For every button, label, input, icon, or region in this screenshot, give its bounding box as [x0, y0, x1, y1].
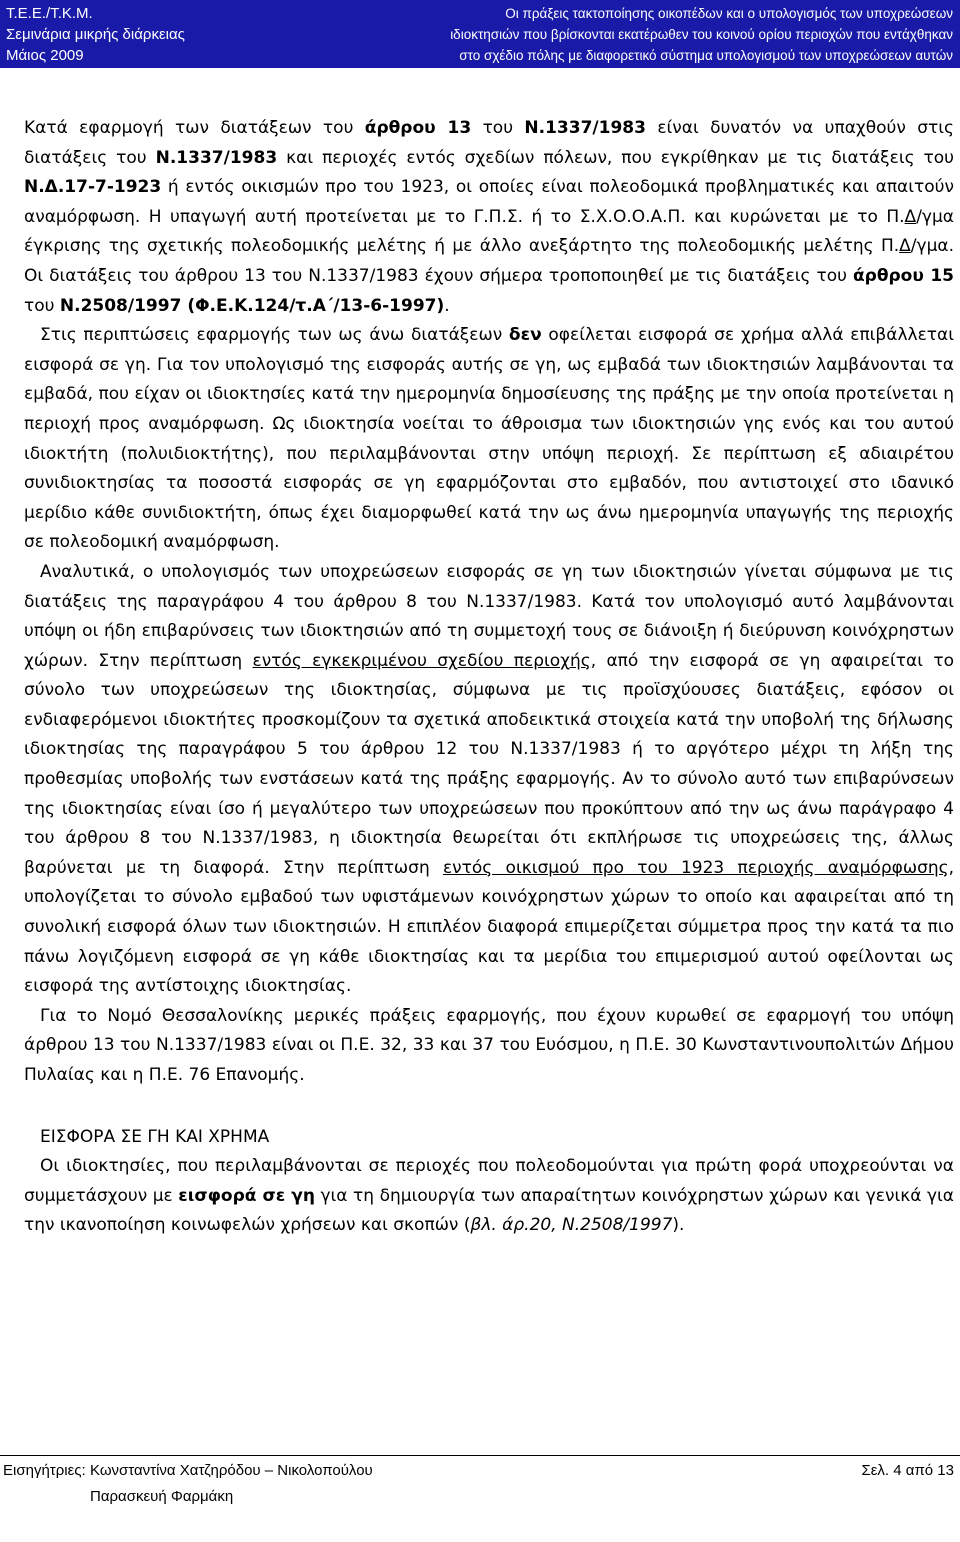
- footer-author-1: Κωνσταντίνα Χατζηρόδου – Νικολοπούλου: [90, 1462, 373, 1479]
- footer-author-2: Παρασκευή Φαρμάκη: [90, 1488, 234, 1505]
- header-topic-line-1: Οι πράξεις τακτοποίησης οικοπέδων και ο υπολογισμός των υποχρεώσεων: [505, 6, 953, 21]
- page-footer: [0, 1462, 960, 1522]
- paragraph-contribution-land-money: Οι ιδιοκτησίες, που περιλαμβάνονται σε περιοχές που πολεοδομούνται για πρώτη φορά υποχρεούνται να συμμετάσχουν με εισφορά σε γη για τη δημιουργία των απαραίτητων κοινόχρηστων χώρων και γενικά για την ικανοποίηση κοινωφελών χρήσεων και σκοπών (βλ. άρ.20, Ν.2508/1997).: [24, 1156, 955, 1236]
- page-header: [0, 0, 960, 68]
- footer-label: Εισηγήτριες:: [3, 1462, 86, 1479]
- header-series: Σεμινάρια μικρής διάρκειας: [6, 26, 185, 43]
- paragraph-land-contribution: Στις περιπτώσεις εφαρμογής των ως άνω διατάξεων δεν οφείλεται εισφορά σε χρήμα αλλά επιβάλλεται εισφορά σε γη. Για τον υπολογισμό της εισφοράς αυτής σε γη, ως εμβαδά των ιδιοκτησιών λαμβάνονται τα εμβαδά, που είχαν οι ιδιοκτησίες κατά την ημερομηνία δημοσίευσης της πράξης με την οποία προτείνεται η περιοχή προς αναμόρφωση. Ως ιδιοκτησία νοείται το άθροισμα των ιδιοκτησιών γης ενός και του αυτού ιδιοκτήτη (πολυιδιοκτήτης), που περιλαμβάνονται στην υπόψη περιοχή. Σε περίπτωση εξ αδιαιρέτου συνιδιοκτησίας τα ποσοστά εισφοράς σε γη εφαρμόζονται στο εμβαδόν, που αντιστοιχεί στο ιδανικό μερίδιο κάθε συνιδιοκτήτη, όπως έχει διαμορφωθεί κατά την ως άνω ημερομηνία υπαγωγής της περιοχής σε πολεοδομική αναμόρφωση.: [24, 325, 954, 553]
- paragraph-article-13: Κατά εφαρμογή των διατάξεων του άρθρου 13 του Ν.1337/1983 είναι δυνατόν να υπαχθούν στις διατάξεις του Ν.1337/1983 και περιοχές εντός σχεδίων πόλεων, που εγκρίθηκαν με τις διατάξεις του Ν.Δ.17-7-1923 ή εντός οικισμών προ του 1923, οι οποίες είναι πολεοδομικά προβληματικές και απαιτούν αναμόρφωση. Η υπαγωγή αυτή προτείνεται με το Γ.Π.Σ. ή το Σ.Χ.Ο.Ο.Α.Π. και κυρώνεται με το Π.Δ/γμα έγκρισης της σχετικής πολεοδομικής μελέτης ή με άλλο ανεξάρτητο της πολεοδομικής μελέτης Π.Δ/γμα. Οι διατάξεις του άρθρου 13 του Ν.1337/1983 έχουν σήμερα τροποποιηθεί με τις διατάξεις του άρθρου 15 του Ν.2508/1997 (Φ.Ε.Κ.124/τ.Α΄/13-6-1997).: [24, 118, 954, 316]
- header-right: [450, 3, 953, 66]
- document-body: [24, 114, 954, 1241]
- page-number: Σελ. 4 από 13: [861, 1462, 954, 1479]
- header-left: [6, 3, 185, 66]
- paragraph-calculation: Αναλυτικά, ο υπολογισμός των υποχρεώσεων εισφοράς σε γη των ιδιοκτησιών γίνεται σύμφωνα με τις διατάξεις της παραγράφου 4 του άρθρου 8 του Ν.1337/1983. Κατά τον υπολογισμό αυτό λαμβάνονται υπόψη οι ήδη επιβαρύνσεις των ιδιοκτησιών από τη συμμετοχή τους σε διάνοιξη ή διεύρυνση κοινόχρηστων χώρων. Στην περίπτωση εντός εγκεκριμένου σχεδίου περιοχής, από την εισφορά σε γη αφαιρείται το σύνολο των υποχρεώσεων της ιδιοκτησίας, σύμφωνα με τις προϊσχύουσες διατάξεις, εφόσον οι ενδιαφερόμενοι ιδιοκτήτες προσκομίζουν τα σχετικά αποδεικτικά στοιχεία κατά την υποβολή της δήλωσης ιδιοκτησίας της παραγράφου 5 του άρθρου 12 του Ν.1337/1983 ή το αργότερο μέχρι τη λήξη της προθεσμίας υποβολής των ενστάσεων κατά της πράξης εφαρμογής. Αν το σύνολο αυτό των επιβαρύνσεων της ιδιοκτησίας είναι ίσο ή μεγαλύτερο των υποχρεώσεων που προκύπτουν από την ως άνω παράγραφο 4 του άρθρου 8 του Ν.1337/1983, η ιδιοκτησία θεωρείται ότι εκπλήρωσε τις υποχρεώσεις της, άλλως βαρύνεται με τη διαφορά. Στην περίπτωση εντός οικισμού προ του 1923 περιοχής αναμόρφωσης, υπολογίζεται το σύνολο εμβαδού των υφιστάμενων κοινόχρηστων χώρων το οποίο και αφαιρείται από τη συνολική εισφορά όλων των ιδιοκτησιών. Η επιπλέον διαφορά επιμερίζεται σύμμετρα προς την κατά τα πιο πάνω λογιζόμενη εισφορά σε γη κάθε ιδιοκτησίας και τα μερίδια του επιμερισμού αυτού οφείλονται ως εισφορά της αντίστοιχης ιδιοκτησίας.: [24, 561, 955, 997]
- header-topic-line-3: στο σχέδιο πόλης με διαφορετικό σύστημα υπολογισμού των υποχρεώσεων αυτών: [459, 48, 953, 63]
- footer-divider: [0, 1455, 960, 1456]
- header-org: Τ.Ε.Ε./Τ.Κ.Μ.: [6, 5, 93, 22]
- paragraph-thessaloniki: Για το Νομό Θεσσαλονίκης μερικές πράξεις εφαρμογής, που έχουν κυρωθεί σε εφαρμογή του υπόψη άρθρου 13 του Ν.1337/1983 είναι οι Π.Ε. 32, 33 και 37 του Ευόσμου, η Π.Ε. 30 Κωνσταντινουπολιτών Δήμου Πυλαίας και η Π.Ε. 76 Επανομής.: [24, 1005, 954, 1085]
- header-date: Μάιος 2009: [6, 47, 84, 64]
- header-topic-line-2: ιδιοκτησιών που βρίσκονται εκατέρωθεν του κοινού ορίου περιοχών που εντάχθηκαν: [450, 27, 953, 42]
- section-title: ΕΙΣΦΟΡΑ ΣΕ ΓΗ ΚΑΙ ΧΡΗΜΑ: [40, 1126, 270, 1147]
